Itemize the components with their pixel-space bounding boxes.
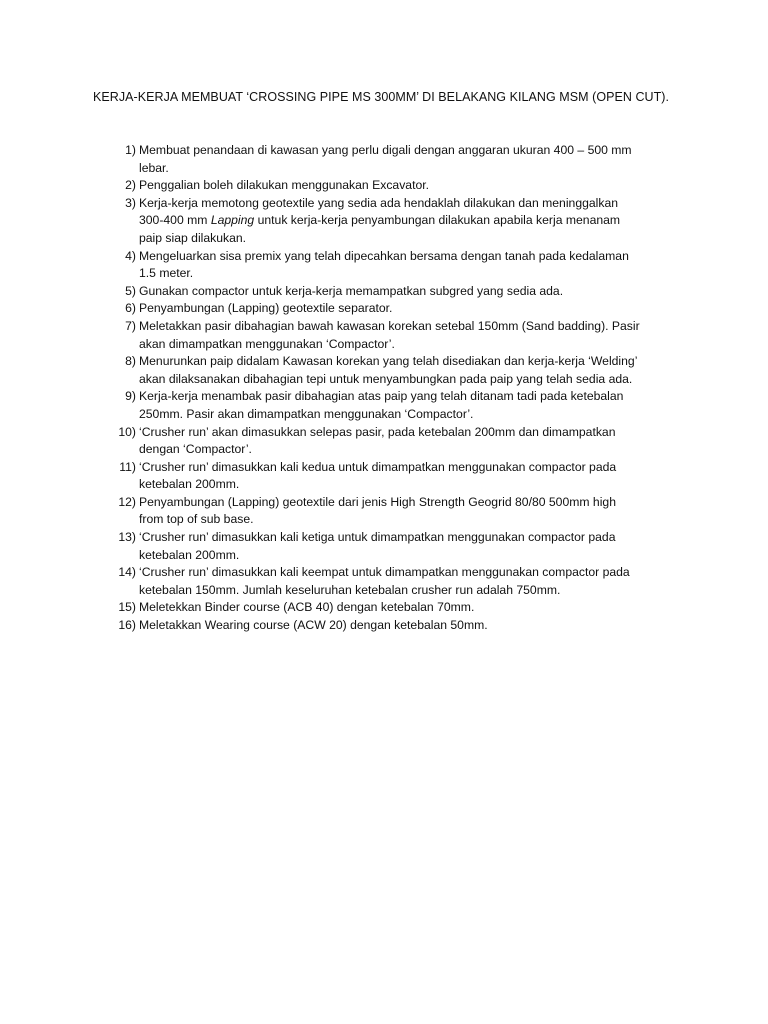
step-number: 1) <box>125 143 136 157</box>
step-item <box>0 388 768 423</box>
step-item <box>0 564 768 599</box>
step-text <box>139 494 679 529</box>
step-item <box>0 494 768 529</box>
step-line-italic: Lapping <box>210 213 255 228</box>
step-text <box>139 177 679 195</box>
step-text <box>139 142 679 177</box>
step-item <box>0 177 768 195</box>
step-line: Penggalian boleh dilakukan menggunakan Excavator. <box>139 178 429 193</box>
step-text <box>139 195 679 248</box>
document-title: KERJA-KERJA MEMBUAT ‘CROSSING PIPE MS 300MM’ DI BELAKANG KILANG MSM (OPEN CUT). <box>93 90 670 104</box>
step-number: 7) <box>125 318 136 333</box>
step-line: Menurunkan paip didalam Kawasan korekan yang telah disediakan dan kerja-kerja ‘Welding’ <box>139 354 638 369</box>
step-text <box>139 248 679 283</box>
step-text <box>139 388 679 423</box>
step-text <box>139 459 679 494</box>
step-number: 4) <box>125 248 136 263</box>
step-number: 8) <box>125 354 136 369</box>
step-line: ‘Crusher run’ dimasukkan kali keempat untuk dimampatkan menggunakan compactor pada <box>139 565 630 580</box>
step-number: 10) <box>118 424 136 439</box>
step-item <box>0 195 768 248</box>
step-number: 9) <box>125 389 136 404</box>
step-item <box>0 459 768 494</box>
step-line: ketebalan 150mm. Jumlah keseluruhan ketebalan crusher run adalah 750mm. <box>139 582 561 597</box>
step-text <box>139 529 679 564</box>
step-item <box>0 617 768 635</box>
step-line: Kerja-kerja memotong geotextile yang sedia ada hendaklah dilakukan dan meninggalkan <box>139 195 619 210</box>
step-line: akan dimampatkan menggunakan ‘Compactor’. <box>139 336 395 351</box>
step-line <box>139 212 679 230</box>
step-item <box>0 353 768 388</box>
step-item <box>0 248 768 283</box>
step-text <box>139 599 679 617</box>
step-text <box>139 353 679 388</box>
steps-list <box>0 142 768 635</box>
step-line: akan dilaksanakan dibahagian tepi untuk menyambungkan pada paip yang telah sedia ada. <box>139 371 633 386</box>
step-text <box>139 300 679 318</box>
step-line: ‘Crusher run’ dimasukkan kali kedua untuk dimampatkan menggunakan compactor pada <box>139 459 617 474</box>
step-line: Meletakkan pasir dibahagian bawah kawasan korekan setebal 150mm (Sand badding). Pasir <box>139 318 640 333</box>
step-text <box>139 424 679 459</box>
step-item <box>0 300 768 318</box>
step-line: 1.5 meter. <box>139 266 194 281</box>
step-line: paip siap dilakukan. <box>139 230 247 245</box>
step-number: 15) <box>118 600 136 615</box>
step-number: 13) <box>118 530 136 545</box>
step-number: 3) <box>125 195 136 210</box>
step-number: 12) <box>118 494 136 509</box>
step-number: 11) <box>119 459 136 474</box>
step-line: Meletakkan Wearing course (ACW 20) dengan ketebalan 50mm. <box>139 618 488 633</box>
step-text <box>139 283 679 301</box>
step-line: ‘Crusher run’ akan dimasukkan selepas pasir, pada ketebalan 200mm dan dimampatkan <box>139 424 616 439</box>
step-number: 16) <box>118 618 136 633</box>
step-item <box>0 529 768 564</box>
step-item <box>0 142 768 177</box>
step-number: 5) <box>125 283 136 298</box>
step-item <box>0 599 768 617</box>
step-line: lebar. <box>139 160 169 175</box>
step-line: from top of sub base. <box>139 512 254 527</box>
step-line-lead: 300-400 mm <box>139 213 208 228</box>
step-line: Penyambungan (Lapping) geotextile dari jenis High Strength Geogrid 80/80 500mm high <box>139 494 616 509</box>
step-text <box>139 564 679 599</box>
step-line: Mengeluarkan sisa premix yang telah dipecahkan bersama dengan tanah pada kedalaman <box>139 248 629 263</box>
step-text <box>139 617 679 635</box>
step-line: 250mm. Pasir akan dimampatkan menggunakan ‘Compactor’. <box>139 406 474 421</box>
step-number: 14) <box>118 565 136 580</box>
step-item <box>0 283 768 301</box>
step-line: Penyambungan (Lapping) geotextile separator. <box>139 301 393 316</box>
step-number: 6) <box>125 301 136 316</box>
step-line: ketebalan 200mm. <box>139 477 240 492</box>
step-line: Kerja-kerja menambak pasir dibahagian atas paip yang telah ditanam tadi pada ketebalan <box>139 389 624 404</box>
step-number: 2) <box>125 178 136 193</box>
step-item <box>0 318 768 353</box>
step-line: Gunakan compactor untuk kerja-kerja memampatkan subgred yang sedia ada. <box>139 283 564 298</box>
step-line: ‘Crusher run’ dimasukkan kali ketiga untuk dimampatkan menggunakan compactor pada <box>139 530 616 545</box>
step-line: dengan ‘Compactor’. <box>139 442 252 457</box>
step-line: Membuat penandaan di kawasan yang perlu digali dengan anggaran ukuran 400 – 500 mm <box>139 143 632 157</box>
step-line: ketebalan 200mm. <box>139 547 240 562</box>
step-text <box>139 318 679 353</box>
step-item <box>0 424 768 459</box>
step-line: Meletekkan Binder course (ACB 40) dengan ketebalan 70mm. <box>139 600 475 615</box>
step-line-rest: untuk kerja-kerja penyambungan dilakukan apabila kerja menanam <box>257 213 621 228</box>
